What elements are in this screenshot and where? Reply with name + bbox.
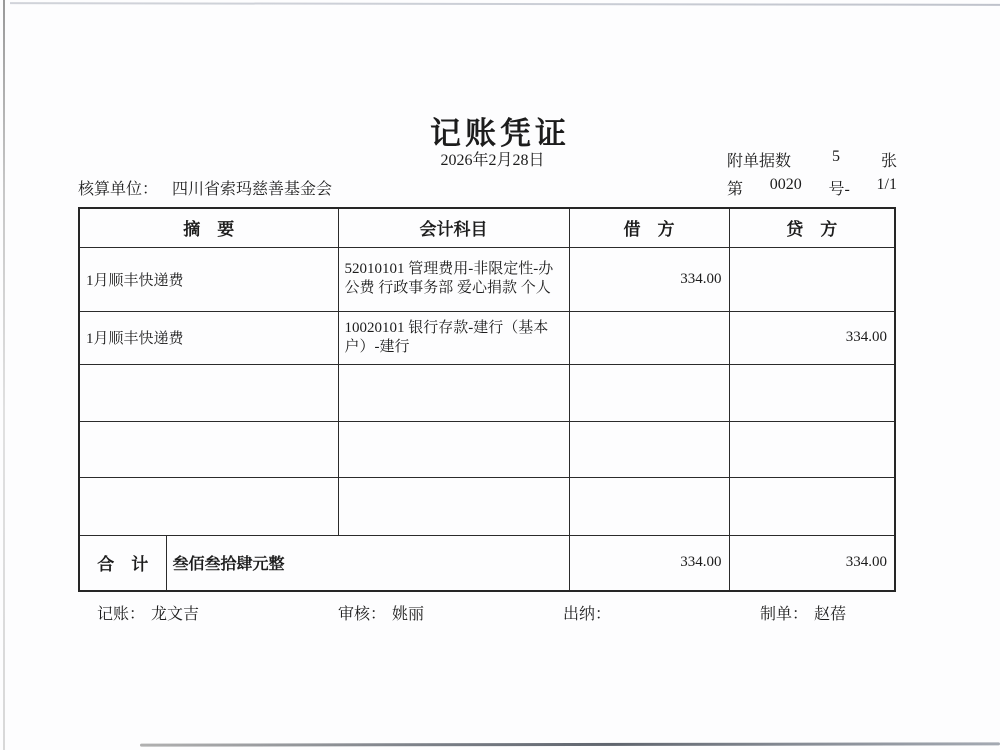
reviewer-signature [338, 601, 424, 624]
table-header-row [79, 208, 895, 247]
reviewer-name: 姚丽 [392, 606, 425, 623]
table-row [79, 311, 895, 364]
preparer-name: 赵蓓 [814, 606, 847, 623]
reviewer-label: 审核： [338, 606, 387, 623]
table-row [79, 477, 895, 535]
total-credit-cell: 334.00 [729, 535, 895, 591]
unit-label: 核算单位： [78, 181, 159, 198]
attachment-unit: 张 [880, 153, 897, 170]
summary-cell: 1月顺丰快递费 [79, 311, 338, 364]
debit-cell [569, 421, 729, 477]
account-cell [338, 364, 569, 421]
preparer-label: 制单： [760, 606, 809, 623]
account-cell [338, 477, 569, 535]
bookkeeper-label: 记账： [97, 606, 146, 623]
header-account: 会计科目 [338, 208, 569, 247]
debit-cell [569, 364, 729, 421]
header-credit: 贷 方 [729, 208, 895, 247]
bookkeeper-name: 龙文吉 [151, 606, 200, 623]
summary-cell [79, 364, 338, 421]
account-cell: 10020101 银行存款-建行（基本户）-建行 [338, 311, 569, 364]
voucher-number: 0020 [769, 176, 802, 193]
bookkeeper-signature [97, 601, 199, 624]
debit-cell [569, 477, 729, 535]
attachment-count-line [727, 148, 897, 171]
debit-cell: 334.00 [569, 247, 729, 311]
voucher-title: 记账凭证 [430, 116, 570, 151]
attachment-label: 附单据数 [727, 153, 792, 170]
header-debit: 借 方 [569, 208, 729, 247]
voucher-date: 2026年2月28日 [440, 152, 545, 169]
preparer-signature [760, 601, 846, 624]
attachment-count: 5 [832, 148, 840, 165]
number-prefix: 第 [727, 181, 744, 198]
voucher-table [78, 207, 896, 592]
credit-cell [729, 364, 895, 421]
credit-cell: 334.00 [729, 311, 895, 364]
page-indicator: 1/1 [876, 176, 897, 193]
header-summary: 摘 要 [79, 208, 338, 247]
credit-cell [729, 421, 895, 477]
total-label: 合 计 [79, 535, 166, 591]
total-row [79, 535, 895, 591]
table-row [79, 247, 895, 311]
voucher-number-line [727, 176, 897, 199]
scan-edge-bottom [140, 742, 1000, 746]
summary-cell [79, 421, 338, 477]
table-row [79, 364, 895, 421]
summary-cell [79, 477, 338, 535]
credit-cell [729, 477, 895, 535]
account-cell [338, 421, 569, 477]
cashier-signature [563, 601, 617, 624]
total-debit-cell: 334.00 [569, 535, 729, 591]
credit-cell [729, 247, 895, 311]
number-suffix: 号- [828, 181, 850, 198]
cashier-label: 出纳： [563, 606, 612, 623]
amount-in-words: 叁佰叁拾肆元整 [166, 535, 569, 591]
table-row [79, 421, 895, 477]
scan-edge-top [10, 2, 1000, 6]
debit-cell [569, 311, 729, 364]
accounting-unit-line [78, 176, 332, 199]
unit-name: 四川省索玛慈善基金会 [172, 181, 333, 198]
account-cell: 52010101 管理费用-非限定性-办公费 行政事务部 爱心捐款 个人 [338, 247, 569, 311]
summary-cell: 1月顺丰快递费 [79, 247, 338, 311]
